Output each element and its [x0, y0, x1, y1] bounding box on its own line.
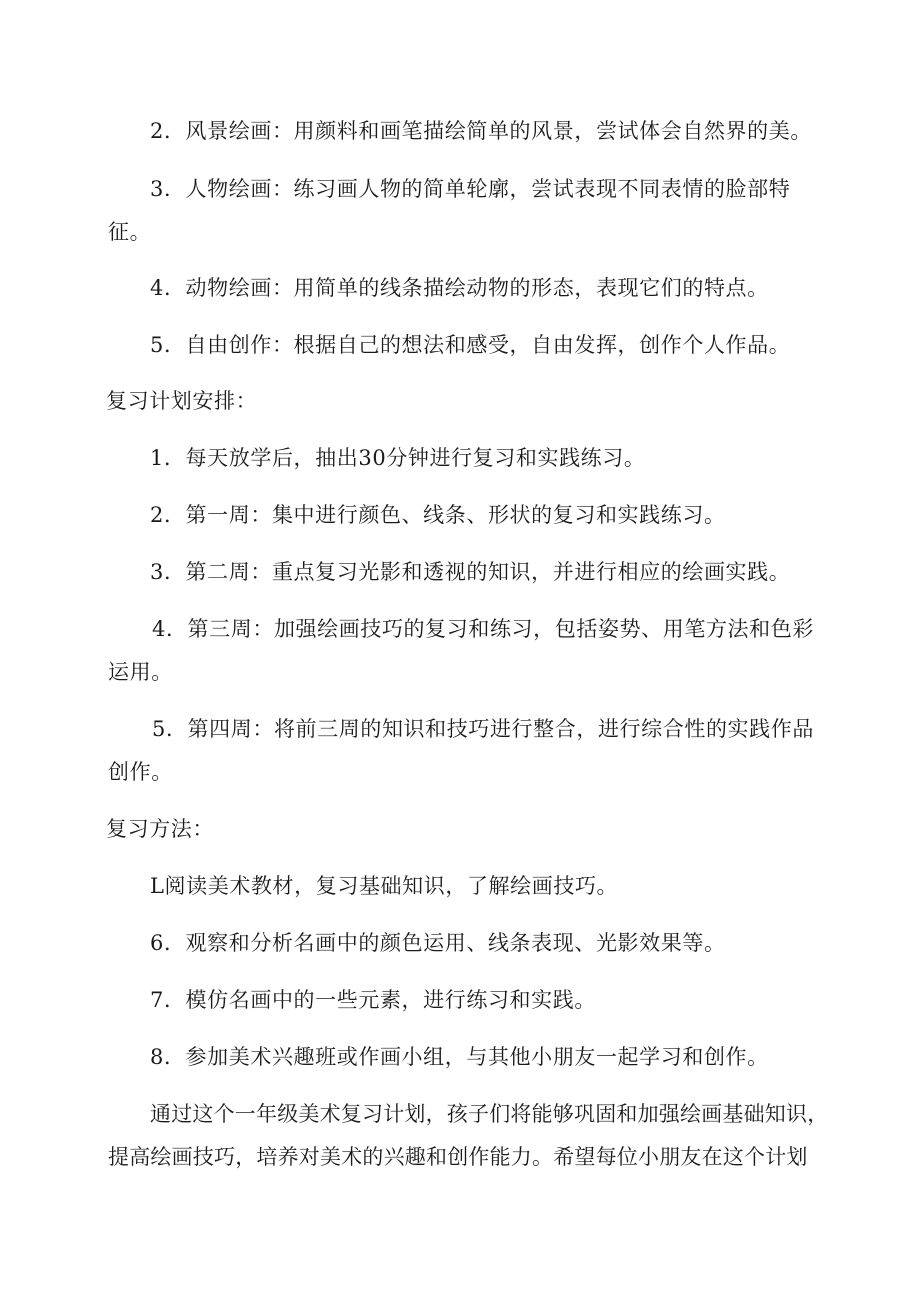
- conclusion-line-2: 提高绘画技巧，培养对美术的兴趣和创作能力。希望每位小朋友在这个计划: [108, 1145, 808, 1169]
- methods-heading: 复习方法：: [106, 817, 214, 841]
- schedule-item-week2: 3．第二周：重点复习光影和透视的知识，并进行相应的绘画实践。: [150, 560, 791, 584]
- painting-item-landscape: 2．风景绘画：用颜料和画笔描绘简单的风景，尝试体会自然界的美。: [150, 119, 812, 143]
- schedule-item-week1: 2．第一周：集中进行颜色、线条、形状的复习和实践练习。: [150, 503, 726, 527]
- schedule-item-week3: 4．第三周：加强绘画技巧的复习和练习，包括姿势、用笔方法和色彩: [152, 617, 814, 641]
- painting-item-free: 5．自由创作：根据自己的想法和感受，自由发挥，创作个人作品。: [150, 333, 791, 357]
- painting-item-portrait: 3．人物绘画：练习画人物的简单轮廓，尝试表现不同表情的脸部特: [150, 177, 791, 201]
- methods-item-imitate: 7．模仿名画中的一些元素，进行练习和实践。: [150, 988, 596, 1012]
- schedule-item-week4-cont: 创作。: [108, 760, 173, 784]
- schedule-heading: 复习计划安排：: [106, 389, 258, 413]
- painting-item-animal: 4．动物绘画：用简单的线条描绘动物的形态，表现它们的特点。: [150, 276, 769, 300]
- schedule-item-daily: 1．每天放学后，抽出30分钟进行复习和实践练习。: [150, 446, 646, 470]
- schedule-item-week3-cont: 运用。: [108, 660, 173, 684]
- painting-item-portrait-cont: 征。: [108, 220, 152, 244]
- methods-item-read: L阅读美术教材，复习基础知识，了解绘画技巧。: [150, 874, 619, 898]
- schedule-item-week4: 5．第四周：将前三周的知识和技巧进行整合，进行综合性的实践作品: [152, 717, 814, 741]
- methods-item-join: 8．参加美术兴趣班或作画小组，与其他小朋友一起学习和创作。: [150, 1045, 769, 1069]
- methods-item-observe: 6．观察和分析名画中的颜色运用、线条表现、光影效果等。: [150, 931, 726, 955]
- conclusion-line-1: 通过这个一年级美术复习计划，孩子们将能够巩固和加强绘画基础知识，: [150, 1102, 829, 1126]
